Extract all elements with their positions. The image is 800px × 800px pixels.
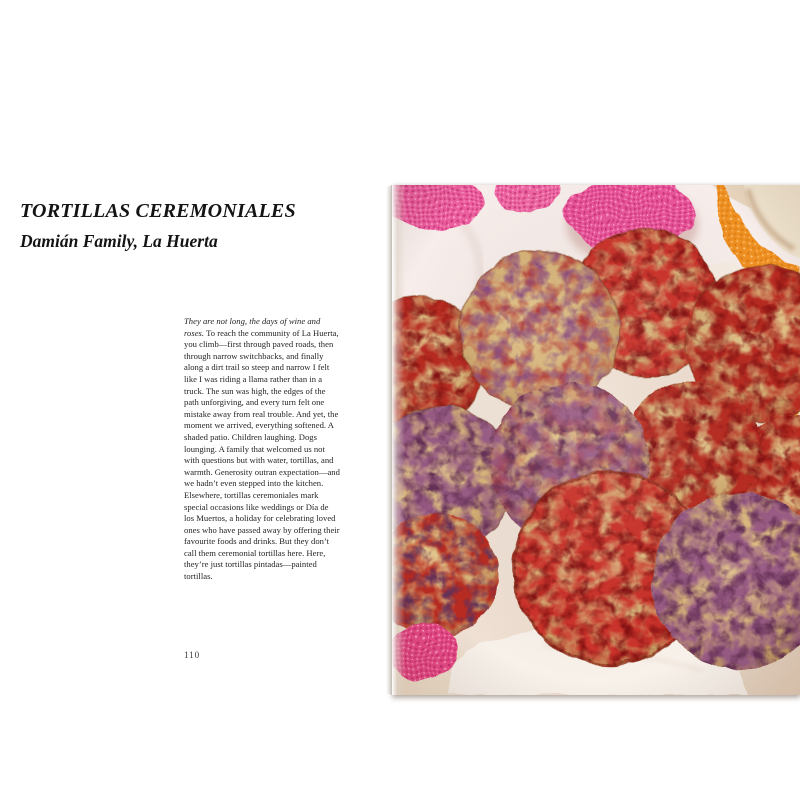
left-page — [0, 0, 392, 800]
body-text — [184, 316, 340, 583]
page-subtitle: Damián Family, La Huerta — [20, 231, 218, 251]
book-spine-edge — [391, 185, 392, 695]
photo-vignette — [392, 185, 800, 695]
page-title: TORTILLAS CEREMONIALES — [20, 200, 296, 222]
body-rest: To reach the community of La Huerta, you climb—first through paved roads, then through narrow switchbacks, and finally along a dirt trail so steep and narrow I felt like I was riding a llama rather than in a truck. The sun was high, the edges of the path unforgiving, and every turn felt one mistake away from real trouble. And yet, the moment we arrived, everything softened. A shaded patio. Children laughing. Dogs lounging. A family that welcomed us not with questions but with water, tortillas, and warmth. Generosity outran expectation—and we hadn’t even stepped into the kitchen. Elsewhere, tortillas ceremoniales mark special occasions like weddings or Día de los Muertos, a holiday for celebrating loved ones who have passed away by offering their favourite foods and drinks. But they don’t call them ceremonial tortillas here. Here, they’re just tortillas pintadas—painted tortillas. — [184, 327, 340, 582]
tortillas-photo — [392, 185, 800, 695]
page-number: 110 — [184, 650, 201, 660]
right-page-photo — [392, 185, 800, 695]
body-lead-italic: They are not long, the days of wine and roses. — [184, 316, 321, 338]
